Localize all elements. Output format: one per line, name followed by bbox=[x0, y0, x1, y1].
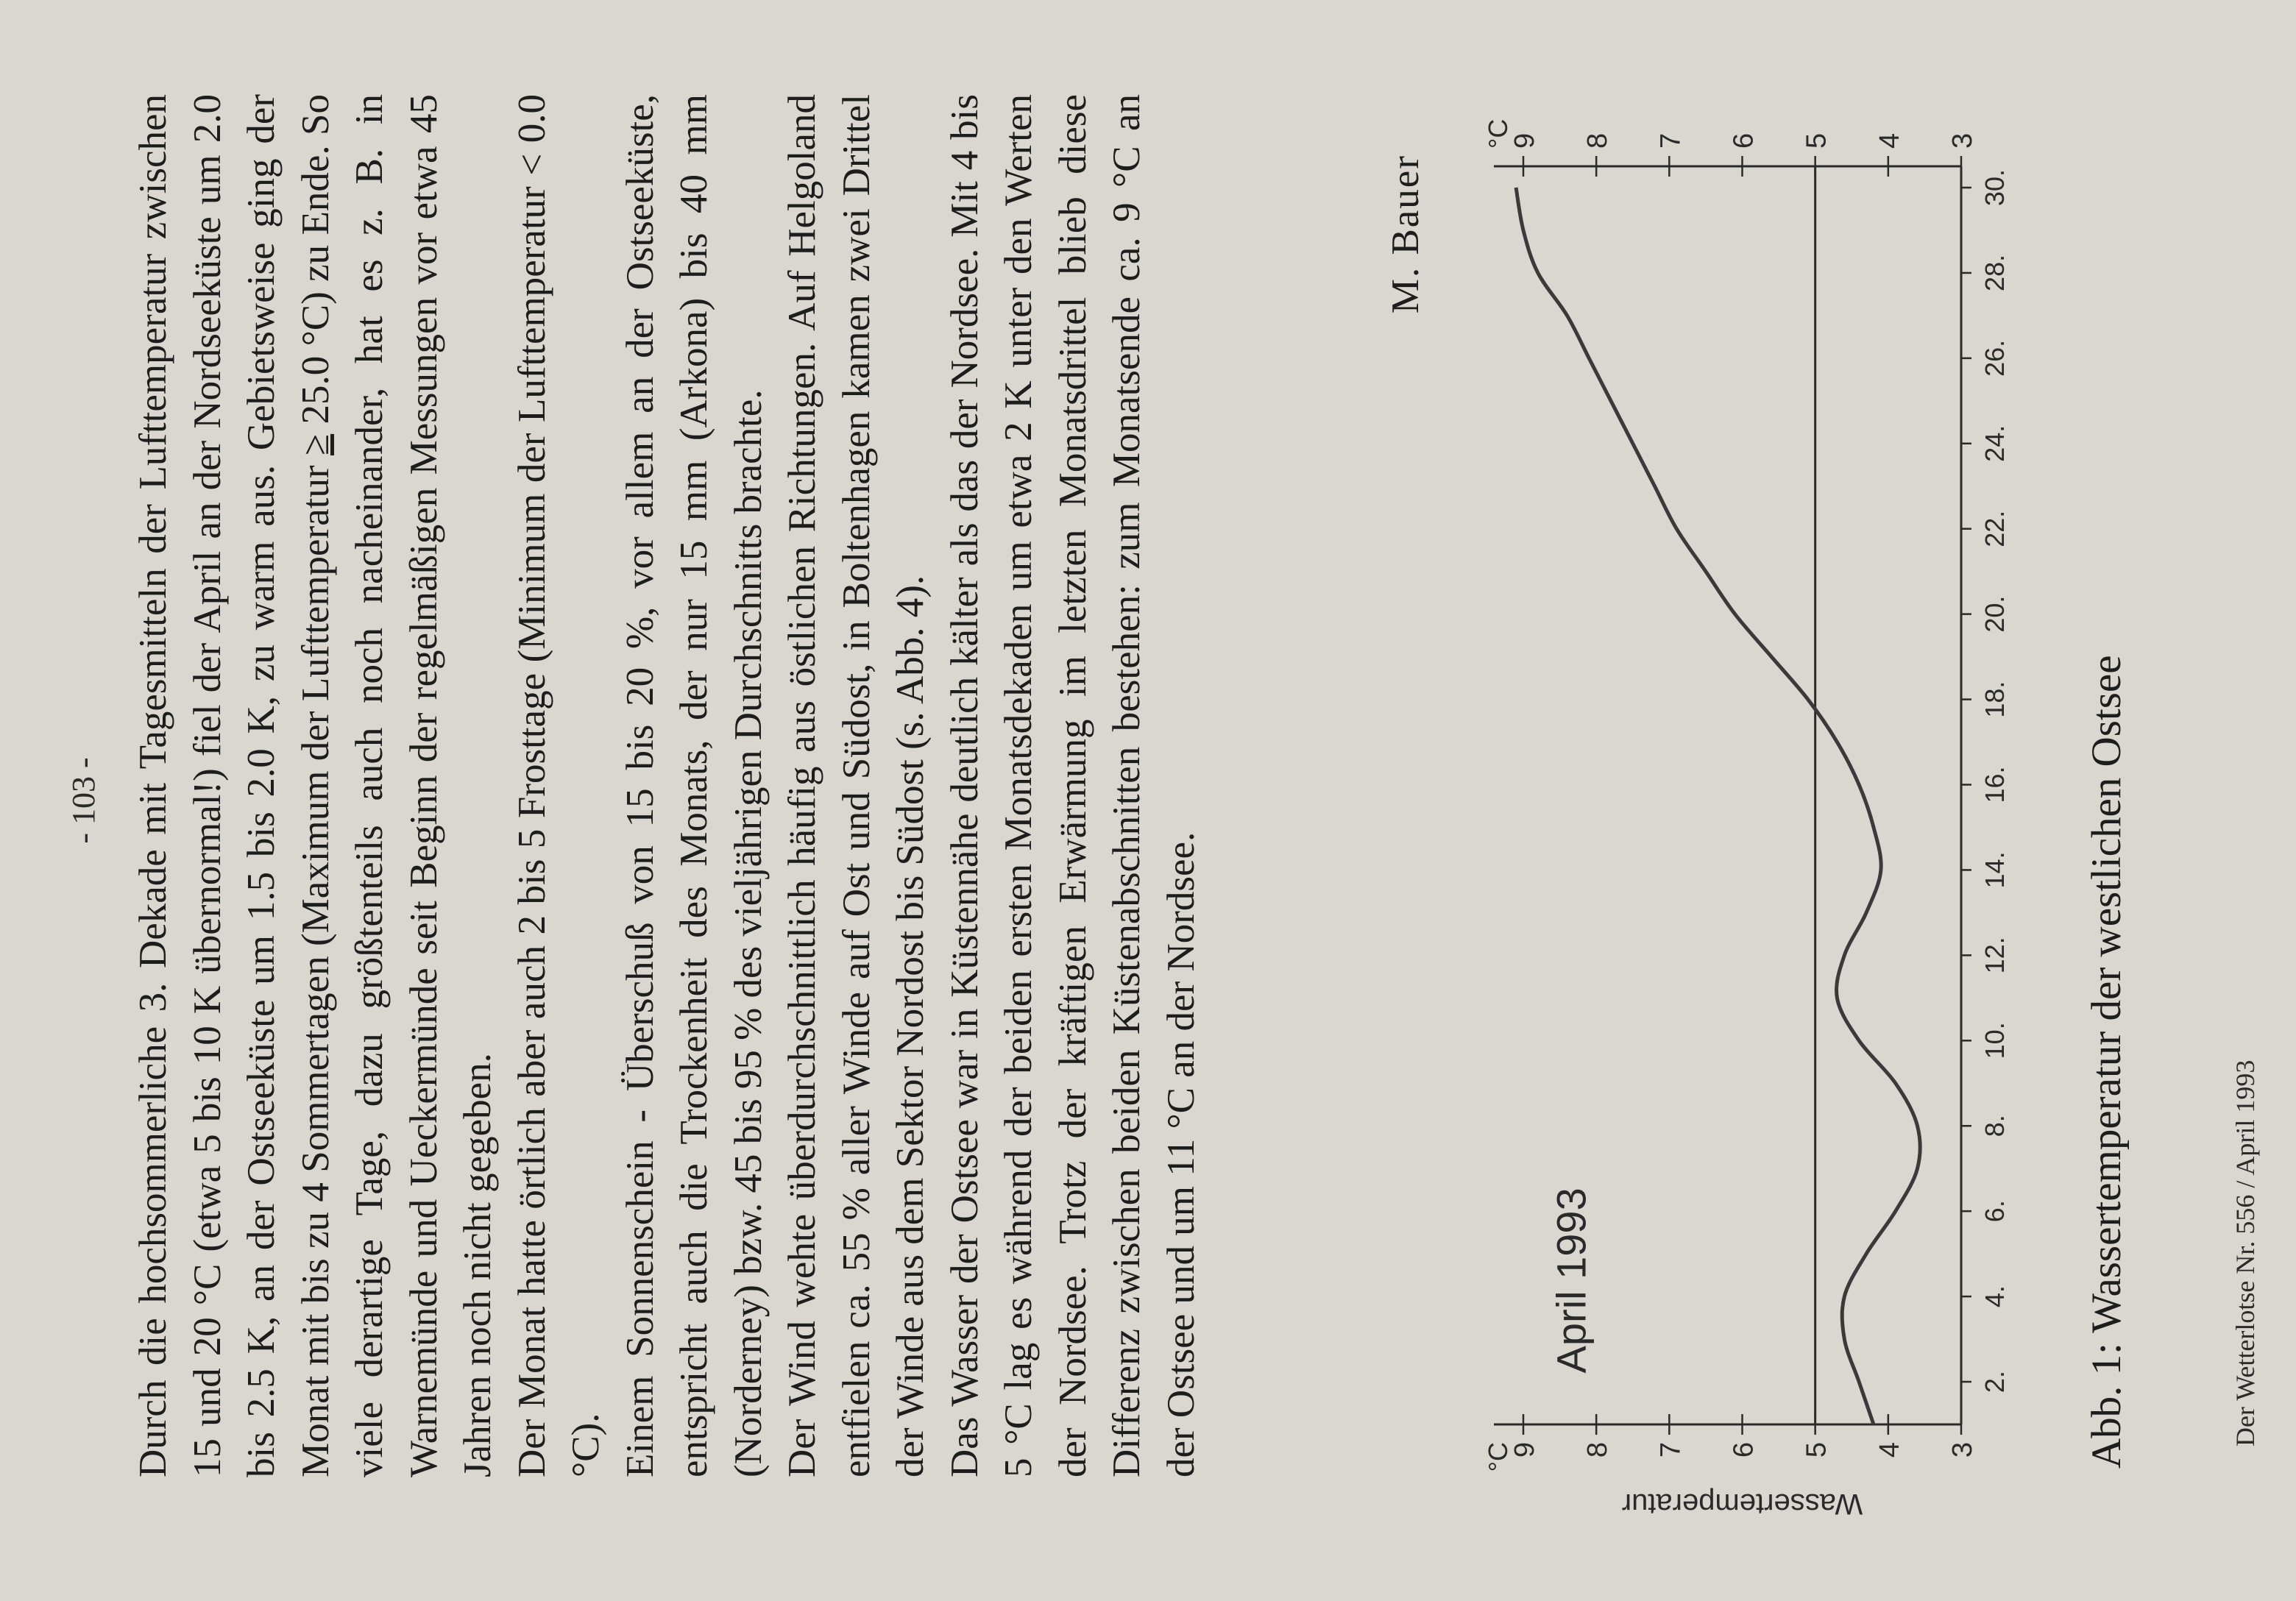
left-y-tick-label: 6 bbox=[1728, 1442, 1760, 1458]
left-y-tick-label: 9 bbox=[1509, 1442, 1540, 1458]
left-y-tick-label: 7 bbox=[1655, 1442, 1687, 1458]
paragraph-1-symbol: ≥ bbox=[294, 433, 337, 455]
page-number: - 103 - bbox=[65, 757, 102, 844]
paragraph-2: Der Monat hatte örtlich aber auch 2 bis 5 Frosttage (Minimum der Lufttemperatur < 0.0 °C). bbox=[510, 94, 607, 1477]
right-y-tick-label: 9 bbox=[1509, 132, 1540, 149]
figure-caption: Abb. 1: Wassertemperatur der westlichen Ostsee bbox=[2083, 655, 2130, 1469]
right-y-tick-label: 6 bbox=[1728, 132, 1760, 149]
x-tick-label: 14. bbox=[1980, 851, 2010, 889]
right-y-tick-label: 7 bbox=[1655, 132, 1687, 149]
x-tick-label: 8. bbox=[1980, 1115, 2010, 1137]
left-y-tick-label: 4 bbox=[1874, 1442, 1905, 1458]
paragraph-1-part-3: 25.0 °C) zu Ende. So viele derartige Tage, dazu größtenteils auch noch nacheinander, hat es z. B. in Warnemünde und Ueckermünde seit Beginn der regelmäßigen Messungen vor etwa 45 Jahren noch nicht gegeben. bbox=[294, 94, 499, 1477]
x-tick-label: 6. bbox=[1980, 1200, 2010, 1223]
x-tick-label: 2. bbox=[1980, 1371, 2010, 1394]
y-axis-title: Wassertemperatur bbox=[1621, 1488, 1863, 1520]
paragraph-4: Der Wind wehte überdurchschnittlich häufig aus östlichen Richtungen. Auf Helgoland entfielen ca. 55 % aller Winde auf Ost und Südost, in Boltenhagen kamen zwei Drittel der Winde aus dem Sektor Nordost bis Südost (s. Abb. 4). bbox=[781, 94, 932, 1477]
x-tick-label: 4. bbox=[1980, 1285, 2010, 1308]
left-y-tick-label: 8 bbox=[1582, 1442, 1614, 1458]
right-y-tick-label: 8 bbox=[1582, 132, 1614, 149]
x-tick-label: 12. bbox=[1980, 937, 2010, 974]
author-signature: M. Bauer bbox=[1384, 155, 1427, 314]
x-tick-label: 30. bbox=[1980, 168, 2010, 207]
paragraph-1 bbox=[127, 94, 506, 1477]
paragraph-1-part-1: Durch die hochsommerliche 3. Dekade mit Tagesmitteln der Lufttemperatur zwischen 15 und 20 °C (etwa 5 bis 10 K übernormal!) fiel der April an der Nordseeküste um 2.0 bis 2.5 K, an der Ostseeküste um 1.5 bis 2.0 K, zu warm aus. Gebietsweise ging der Monat mit bis zu 4 Sommertagen (Maximum der Lufttemperatur bbox=[132, 94, 337, 1477]
left-y-unit-label: °C bbox=[1483, 1442, 1513, 1472]
x-tick-label: 24. bbox=[1980, 425, 2010, 462]
left-y-tick-label: 5 bbox=[1801, 1442, 1832, 1458]
water-temperature-chart bbox=[1479, 49, 2038, 1535]
paragraph-3: Einem Sonnenschein - Überschuß von 15 bis 20 %, vor allem an der Ostseeküste, entspricht auch die Trockenheit des Monats, der nur 15 mm (Arkona) bis 40 mm (Norderney) bzw. 45 bis 95 % des vieljährigen Durchschnitts brachte. bbox=[618, 94, 770, 1477]
x-tick-label: 26. bbox=[1980, 339, 2010, 377]
right-y-tick-label: 3 bbox=[1947, 132, 1978, 149]
publication-footer: Der Wetterlotse Nr. 556 / April 1993 bbox=[2231, 1059, 2260, 1446]
right-y-tick-label: 5 bbox=[1801, 132, 1832, 149]
x-tick-label: 18. bbox=[1980, 681, 2010, 718]
x-tick-label: 28. bbox=[1980, 254, 2010, 291]
chart-svg bbox=[1479, 49, 2038, 1535]
x-tick-label: 10. bbox=[1980, 1022, 2010, 1059]
left-y-tick-label: 3 bbox=[1947, 1442, 1978, 1458]
x-tick-label: 16. bbox=[1980, 766, 2010, 803]
x-tick-label: 22. bbox=[1980, 510, 2010, 547]
body-text bbox=[127, 94, 1208, 1477]
right-y-tick-label: 4 bbox=[1874, 132, 1905, 149]
right-y-unit-label: °C bbox=[1483, 118, 1513, 149]
chart-annotation: April 1993 bbox=[1548, 1188, 1595, 1374]
x-tick-label: 20. bbox=[1980, 595, 2010, 633]
chart-labels bbox=[1483, 119, 1863, 1520]
paragraph-5: Das Wasser der Ostsee war in Küstennähe deutlich kälter als das der Nordsee. Mit 4 bis 5 °C lag es während der beiden ersten Monatsdekaden um etwa 2 K unter den Werten der Nordsee. Trotz der kräftigen Erwärmung im letzten Monatsdrittel blieb diese Differenz zwischen beiden Küstenabschnitten bestehen: zum Monatsende ca. 9 °C an der Ostsee und um 11 °C an der Nordsee. bbox=[943, 94, 1202, 1477]
